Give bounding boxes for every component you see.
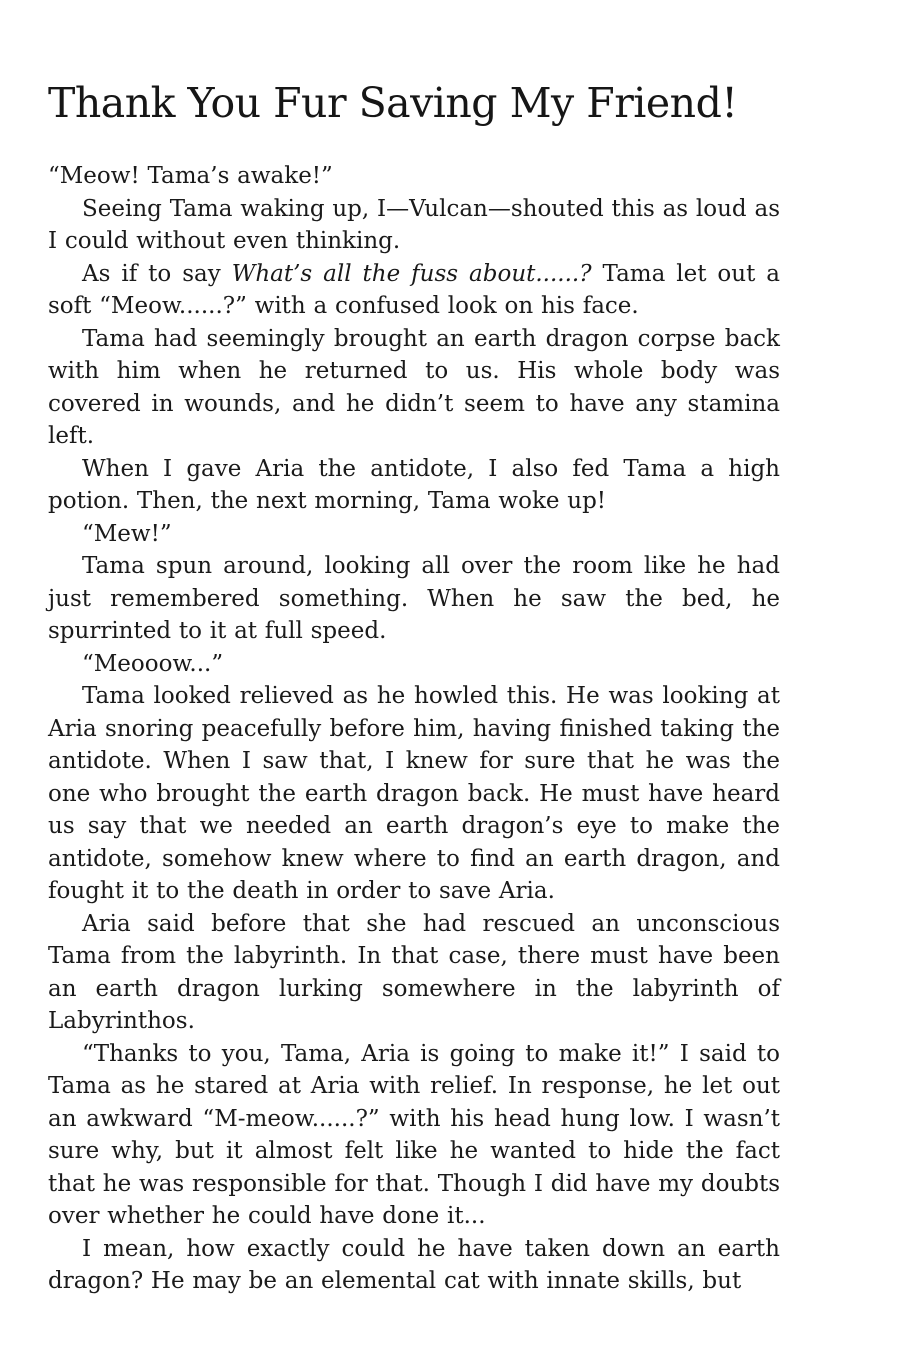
paragraph bbox=[48, 453, 780, 518]
text-segment: As if to say bbox=[82, 260, 232, 287]
page-text bbox=[48, 160, 780, 1298]
paragraph bbox=[48, 908, 780, 1038]
paragraph bbox=[48, 680, 780, 908]
text-segment: Seeing Tama waking up, I—Vulcan—shouted this as loud as I could without even thinking. bbox=[48, 195, 780, 254]
text-segment: Tama let out a soft “Meow......?” with a confused look on his face. bbox=[48, 260, 780, 319]
text-segment: Tama looked relieved as he howled this. He was looking at Aria snoring peacefully before him, having finished taking the antidote. When I saw that, I knew for sure that he was the one who brought the earth dragon back. He must have heard us say that we needed an earth dragon’s eye to make the antidote, somehow knew where to find an earth dragon, and fought it to the death in order to save Aria. bbox=[48, 683, 780, 904]
text-segment: Tama had seemingly brought an earth dragon corpse back with him when he returned to us. His whole body was covered in wounds, and he didn’t seem to have any stamina left. bbox=[48, 325, 780, 449]
text-segment: Aria said before that she had rescued an unconscious Tama from the labyrinth. In that case, there must have been an earth dragon lurking somewhere in the labyrinth of Labyrinthos. bbox=[48, 910, 780, 1034]
text-segment: I mean, how exactly could he have taken down an earth dragon? He may be an elemental cat with innate skills, but bbox=[48, 1235, 780, 1294]
paragraph bbox=[48, 1038, 780, 1233]
paragraph bbox=[48, 258, 780, 323]
paragraph bbox=[48, 1233, 780, 1298]
paragraph bbox=[48, 518, 780, 551]
paragraph bbox=[48, 323, 780, 453]
text-segment: “Mew!” bbox=[82, 520, 172, 547]
paragraph bbox=[48, 193, 780, 258]
text-segment-italic: What’s all the fuss about......? bbox=[231, 260, 592, 287]
text-segment: Tama spun around, looking all over the room like he had just remembered something. When he saw the bed, he spurrinted to it at full speed. bbox=[48, 553, 780, 644]
text-segment: “Meow! Tama’s awake!” bbox=[48, 163, 333, 189]
text-segment: When I gave Aria the antidote, I also fed Tama a high potion. Then, the next morning, Tama woke up! bbox=[48, 455, 780, 514]
chapter-title: Thank You Fur Saving My Friend! bbox=[48, 79, 738, 127]
text-segment: “Meooow...” bbox=[82, 650, 224, 677]
paragraph bbox=[48, 648, 780, 681]
paragraph bbox=[48, 550, 780, 648]
paragraph bbox=[48, 160, 780, 193]
text-segment: “Thanks to you, Tama, Aria is going to make it!” I said to Tama as he stared at Aria with relief. In response, he let out an awkward “M-meow......?” with his head hung low. I wasn’t sure why, but it almost felt like he wanted to hide the fact that he was responsible for that. Though I did have my doubts over whether he could have done it... bbox=[48, 1040, 780, 1229]
